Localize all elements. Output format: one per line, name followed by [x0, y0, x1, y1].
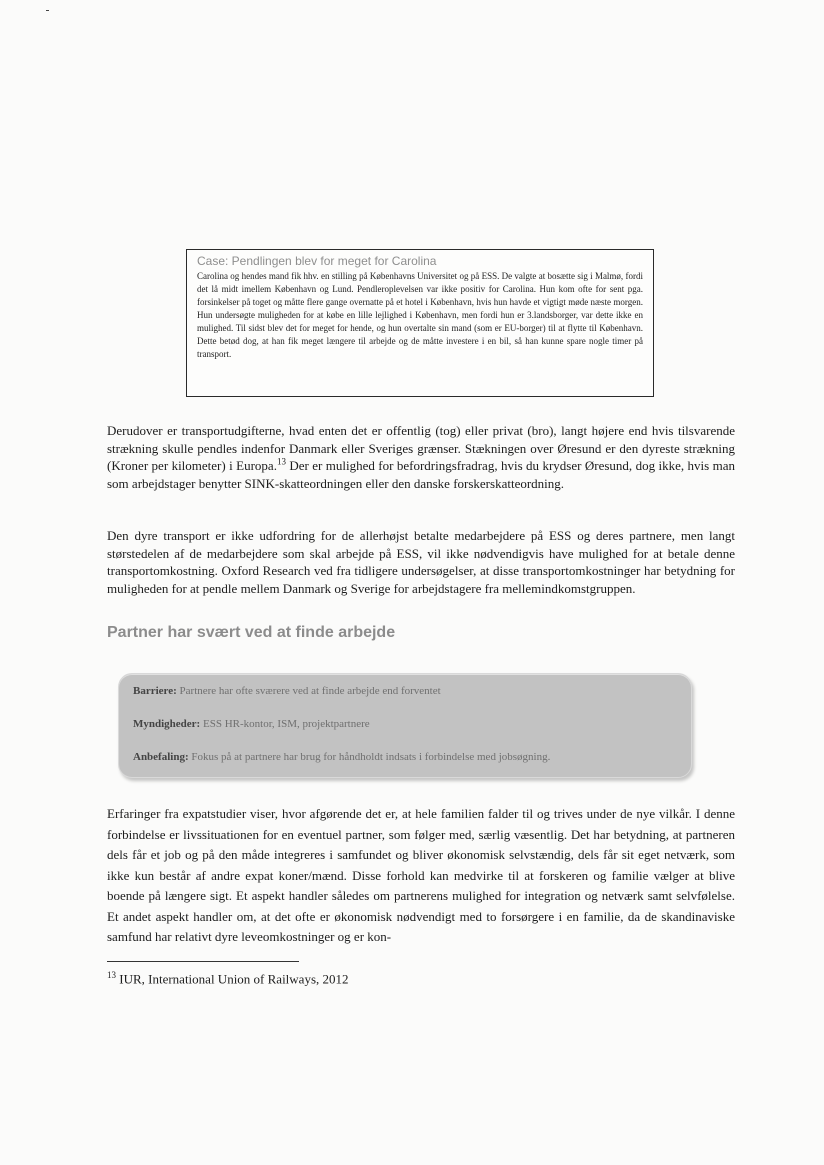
paragraph-expat-studies: Erfaringer fra expatstudier viser, hvor afgørende det er, at hele familien falder til og trives under de nye vilkår. I denne forbindelse er livssituationen for en eventuel partner, som følger med, særlig væsentlig. Det har betydning, at partneren dels får et job og på den måde integreres i samfundet og bliver økonomisk selvstændig, dels får sit eget netværk, som ikke kun består af andre expat koner/mænd. Disse forhold kan medvirke til at forskeren og familie vælger at blive boende på længere sigt. Et aspekt handler således om partnerens mulighed for integration og netværk samt selvfølelse. Et andet aspekt handler om, at det ofte er økonomisk nødvendigt med to forsørgere i en familie, da de skandinaviske samfund har relativt dyre leveomkostninger og er kon- [107, 806, 735, 944]
scan-speck [46, 10, 49, 11]
callout-barriere [133, 684, 677, 699]
callout-anbefaling [133, 750, 677, 765]
paragraph-transport-costs [107, 422, 735, 492]
myndigheder-text: ESS HR-kontor, ISM, projektpartnere [200, 718, 370, 730]
footnote-reference: 13 [276, 456, 286, 467]
paragraph-transport-costs-text: Derudover er transportudgifterne, hvad enten det er offentlig (tog) eller privat (bro), langt højere end hvis tilsvarende strækning skulle pendles indenfor Danmark eller Sveriges grænser. Stækningen over Øresund er den dyreste strækning (Kroner per kilometer) i Europa. [107, 423, 735, 473]
footnote-text: IUR, International Union of Railways, 2012 [116, 971, 349, 987]
myndigheder-label: Myndigheder: [133, 718, 201, 730]
callout-myndigheder [133, 717, 677, 732]
case-text: Carolina og hendes mand fik hhv. en stilling på Københavns Universitet og på ESS. De valgte at bosætte sig i Malmø, fordi det lå midt imellem København og Lund. Pendleroplevelsen var ikke positiv for Carolina. Hun kom ofte for sent pga. forsinkelser på toget og måtte flere gange overnatte på et hotel i København, hvis hun havde et vigtigt møde næste morgen. Hun undersøgte muligheden for at købe en lille lejlighed i København, men fordi hun er 3.landsborger, var dette ikke en mulighed. Til sidst blev det for meget for hende, og hun overtalte sin mand (som er EU-borger) til at flytte til København. Dette betød dog, at han fik meget længere til arbejde og de måtte investere i en bil, så han kunne spare nogle timer på transport. [197, 271, 643, 359]
anbefaling-text: Fokus på at partnere har brug for håndholdt indsats i forbindelse med jobsøgning. [188, 751, 551, 763]
recommendation-callout [118, 673, 692, 778]
barriere-text: Partnere har ofte sværere ved at finde arbejde end forventet [176, 685, 441, 697]
footnote-number: 13 [107, 970, 116, 980]
case-box [186, 249, 654, 397]
footnote-divider [107, 961, 299, 962]
paragraph-transport-costs-text-cont: Der er mulighed for befordringsfradrag, hvis du krydser Øresund, dog ikke, hvis man som arbejdstager benytter SINK-skatteordningen eller den danske forskerskatteordning. [107, 458, 736, 491]
footnote [107, 970, 349, 987]
anbefaling-label: Anbefaling: [133, 751, 189, 763]
section-heading: Partner har svært ved at finde arbejde [107, 624, 396, 641]
paragraph-expensive-transport: Den dyre transport er ikke udfordring for de allerhøjst betalte medarbejdere på ESS og deres partnere, men langt størstedelen af de medarbejdere som skal arbejde på ESS, vil ikke nødvendigvis have mulighed for at betale denne transportomkostning. Oxford Research ved fra tidligere undersøgelser, at disse transportomkostninger har betydning for muligheden for at pendle mellem Danmark og Sverige for arbejdstagere fra mellemindkomstgruppen. [107, 528, 735, 596]
case-title: Case: Pendlingen blev for meget for Carolina [197, 254, 437, 268]
barriere-label: Barriere: [133, 685, 177, 697]
